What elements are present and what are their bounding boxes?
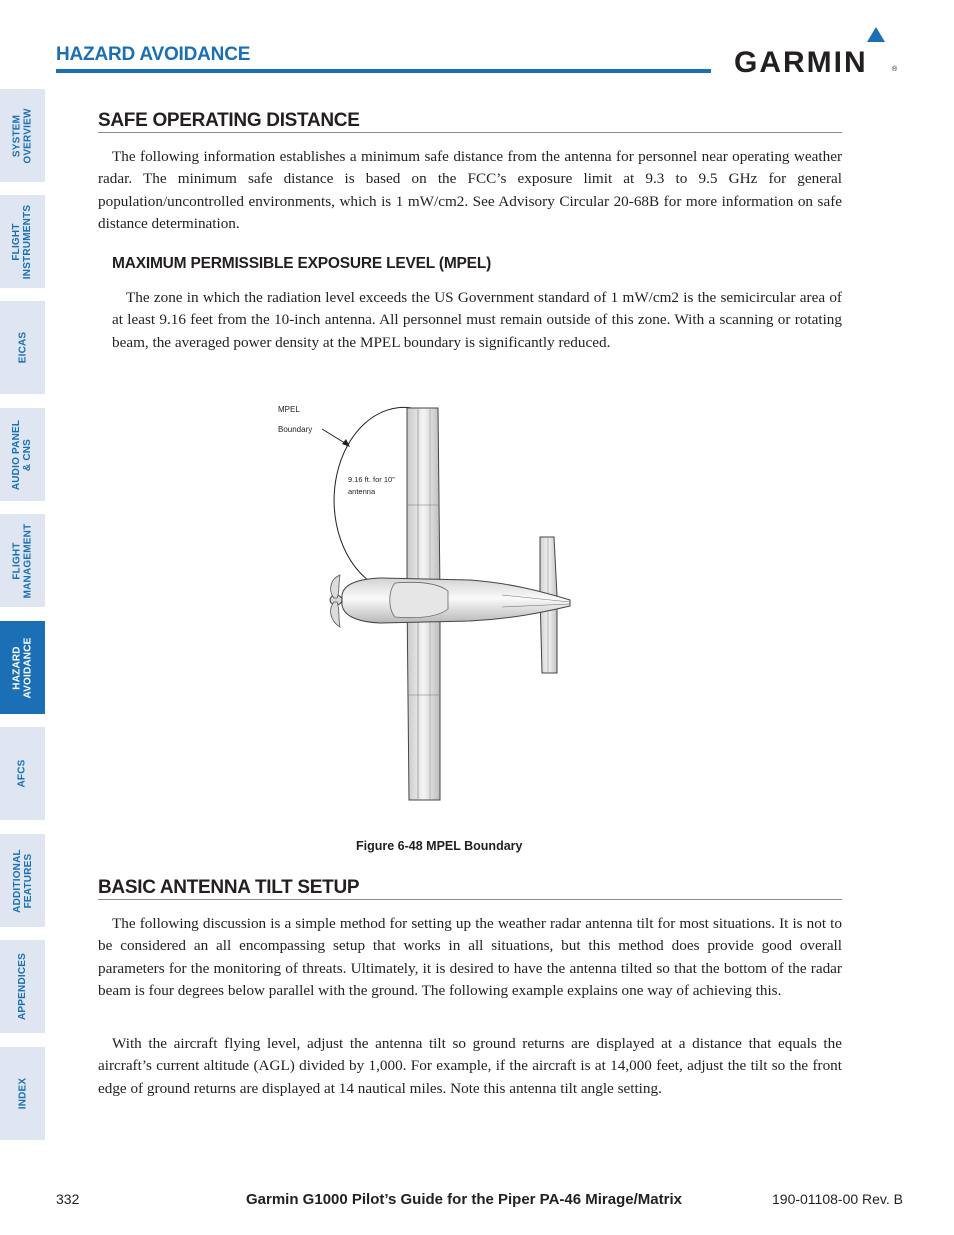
- svg-text:®: ®: [892, 66, 898, 73]
- label-boundary: Boundary: [278, 425, 313, 434]
- propeller-blade-bottom: [331, 602, 340, 627]
- aircraft-fuselage: [342, 578, 570, 623]
- label-antenna: antenna: [348, 487, 376, 496]
- label-distance: 9.16 ft. for 10”: [348, 475, 395, 484]
- tab-audio-panel-cns[interactable]: AUDIO PANEL & CNS: [0, 408, 45, 501]
- tab-system-overview[interactable]: SYSTEM OVERVIEW: [0, 89, 45, 182]
- tab-additional-features[interactable]: ADDITIONAL FEATURES: [0, 834, 45, 927]
- paragraph-antenna-tilt-1: The following discussion is a simple method for setting up the weather radar antenna tilt for most situations. It is not to be considered an all encompassing setup that works in all situations, but this method does provide good overall parameters for the monitoring of threats. Ultimately, it is desired to have the antenna tilted so that the bottom of the radar beam is four degrees below parallel with the ground. The following example explains one way of achieving this.: [98, 915, 842, 999]
- document-number: 190-01108-00 Rev. B: [772, 1191, 904, 1207]
- tab-eicas[interactable]: EICAS: [0, 301, 45, 394]
- garmin-logo: [734, 24, 900, 76]
- header-rule: [56, 69, 711, 73]
- label-mpel: MPEL: [278, 405, 300, 414]
- mpel-boundary-arc: [334, 407, 412, 585]
- heading-rule-2: [98, 899, 842, 900]
- heading-basic-antenna-tilt: BASIC ANTENNA TILT SETUP: [98, 877, 360, 898]
- footer-title: Garmin G1000 Pilot’s Guide for the Piper PA-46 Mirage/Matrix: [246, 1191, 682, 1208]
- propeller-blade-top: [331, 575, 340, 598]
- tab-index[interactable]: INDEX: [0, 1047, 45, 1140]
- heading-safe-operating-distance: SAFE OPERATING DISTANCE: [98, 110, 360, 131]
- tab-flight-management[interactable]: FLIGHT MANAGEMENT: [0, 514, 45, 607]
- tab-flight-instruments[interactable]: FLIGHT INSTRUMENTS: [0, 195, 45, 288]
- paragraph-safe-distance: The following information establishes a minimum safe distance from the antenna for personnel near operating weather radar. The minimum safe distance is based on the FCC’s exposure limit at 9.3 to 9.5 GHz for general population/uncontrolled environments, which is 1 mW/cm2. See Advisory Circular 20-68B for more information on safe distance determination.: [98, 148, 842, 232]
- heading-rule: [98, 132, 842, 133]
- section-header-title: HAZARD AVOIDANCE: [56, 44, 251, 65]
- svg-text:GARMIN: GARMIN: [734, 46, 868, 76]
- figure-caption: Figure 6-48 MPEL Boundary: [356, 839, 523, 853]
- paragraph-mpel: The zone in which the radiation level exceeds the US Government standard of 1 mW/cm2 is the semicircular area of at least 9.16 feet from the 10-inch antenna. All personnel must remain outside of this zone. With a scanning or rotating beam, the averaged power density at the MPEL boundary is significantly reduced.: [112, 289, 842, 351]
- garmin-delta-icon: [867, 27, 885, 42]
- tab-hazard-avoidance[interactable]: HAZARD AVOIDANCE: [0, 621, 45, 714]
- mpel-boundary-figure: [270, 395, 600, 805]
- heading-mpel: MAXIMUM PERMISSIBLE EXPOSURE LEVEL (MPEL): [112, 255, 492, 272]
- paragraph-antenna-tilt-2: With the aircraft flying level, adjust the antenna tilt so ground returns are displayed at a distance that equals the aircraft’s current altitude (AGL) divided by 1,000. For example, if the aircraft is at 14,000 feet, adjust the tilt so the front edge of ground returns are displayed at 14 nautical miles. Note this antenna tilt angle setting.: [98, 1035, 842, 1097]
- page-number: 332: [56, 1191, 80, 1207]
- tab-appendices[interactable]: APPENDICES: [0, 940, 45, 1033]
- aircraft-cockpit: [390, 582, 448, 617]
- tab-afcs[interactable]: AFCS: [0, 727, 45, 820]
